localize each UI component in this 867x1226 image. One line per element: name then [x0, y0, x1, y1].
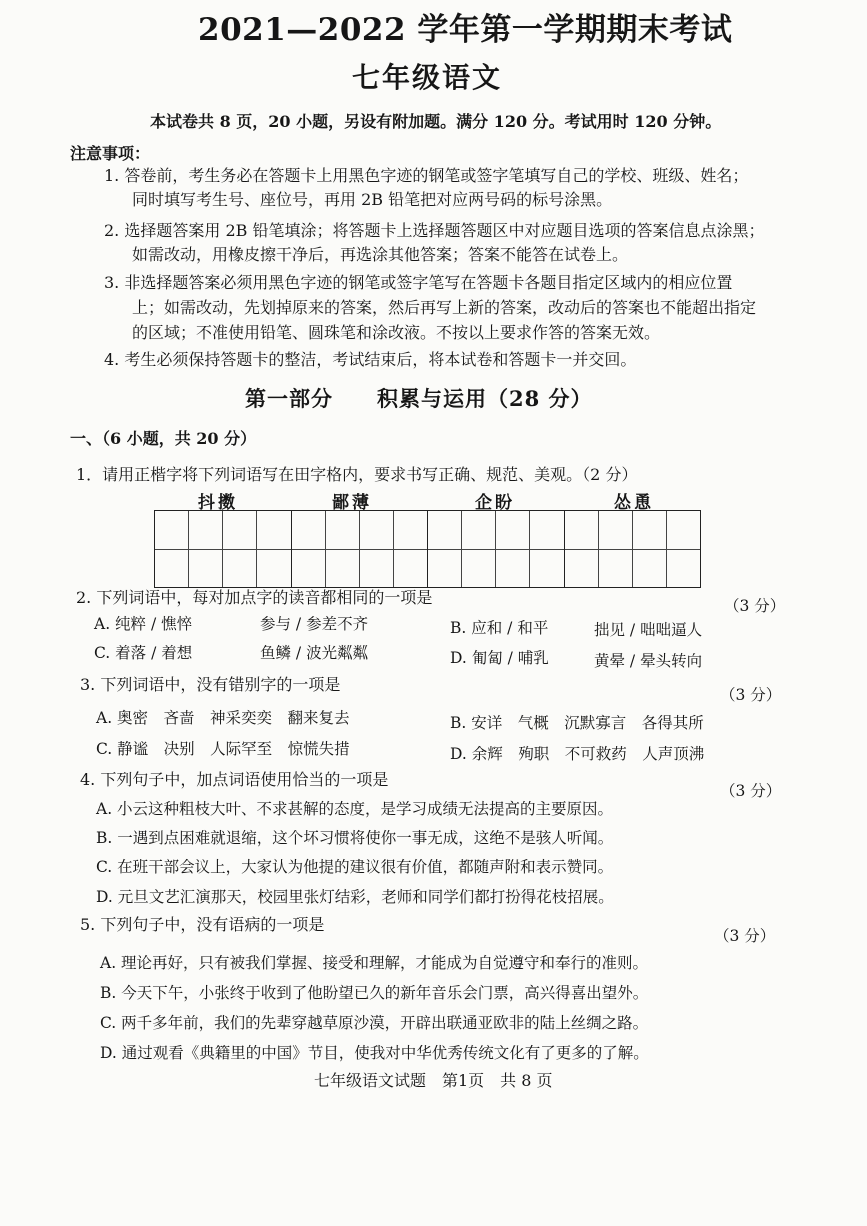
note-item-1-line-1: 1. 答卷前，考生务必在答题卡上用黑色字迹的钢笔或签字笔填写自己的学校、班级、姓名； [104, 166, 749, 185]
note-item-4-line-1: 4. 考生必须保持答题卡的整洁，考试结束后，将本试卷和答题卡一并交回。 [104, 350, 637, 369]
q1-word-2: 鄙薄 [332, 493, 372, 513]
note-item-3-line-2: 上；如需改动，先划掉原来的答案，然后再写上新的答案，改动后的答案也不能超出指定 [132, 298, 757, 317]
q3-option-a: A. 奥密 吝啬 神采奕奕 翻来复去 [96, 709, 350, 727]
q2-score: （3 分） [724, 597, 786, 615]
q5-option-c: C. 两千多年前，我们的先辈穿越草原沙漠，开辟出联通亚欧非的陆上丝绸之路。 [100, 1014, 649, 1032]
section1-heading: 一、（6 小题，共 20 分） [70, 429, 257, 448]
q2-stem: 2. 下列词语中，每对加点字的读音都相同的一项是 [76, 588, 433, 607]
q1-word-4: 怂恿 [614, 493, 654, 513]
q5-option-d: D. 通过观看《典籍里的中国》节目，使我对中华优秀传统文化有了更多的了解。 [100, 1044, 649, 1062]
q4-option-a: A. 小云这种粗枝大叶、不求甚解的态度，是学习成绩无法提高的主要原因。 [96, 800, 614, 818]
grid-cell[interactable] [428, 511, 461, 587]
note-item-2-line-2: 如需改动，用橡皮擦干净后，再选涂其他答案；答案不能答在试卷上。 [132, 245, 629, 264]
grid-cell[interactable] [598, 511, 632, 587]
q2-option-c-pair-2: 鱼鳞 / 波光粼粼 [260, 644, 369, 662]
q3-score: （3 分） [720, 686, 782, 704]
q4-option-b: B. 一遇到点困难就退缩，这个坏习惯将使你一事无成，这绝不是骇人听闻。 [96, 829, 614, 847]
q3-option-b: B. 安详 气概 沉默寡言 各得其所 [450, 714, 704, 732]
grid-cell[interactable] [222, 511, 256, 587]
grid-cell[interactable] [565, 511, 598, 587]
grid-cell[interactable] [359, 511, 393, 587]
q3-option-d: D. 余辉 殉职 不可救药 人声顶沸 [450, 745, 705, 763]
exam-title: 2021—2022 学年第一学期期末考试 [198, 12, 733, 48]
q3-stem: 3. 下列词语中，没有错别字的一项是 [80, 675, 341, 694]
grid-word-3 [427, 511, 564, 587]
grid-cell[interactable] [256, 511, 290, 587]
grid-cell[interactable] [461, 511, 495, 587]
q3-option-c: C. 静谧 决别 人际罕至 惊慌失措 [96, 740, 350, 758]
q4-option-d: D. 元旦文艺汇演那天，校园里张灯结彩，老师和同学们都打扮得花枝招展。 [96, 888, 614, 906]
q1-word-1: 抖擞 [198, 493, 238, 513]
q2-option-b-pair-1: B. 应和 / 和平 [450, 619, 549, 637]
note-item-2-line-1: 2. 选择题答案用 2B 铅笔填涂；将答题卡上选择题答题区中对应题目选项的答案信息点涂黑； [104, 221, 765, 240]
q2-option-b-pair-2: 拙见 / 咄咄逼人 [594, 621, 703, 639]
grid-word-2 [291, 511, 428, 587]
grid-cell[interactable] [666, 511, 700, 587]
q2-option-d-pair-2: 黄晕 / 晕头转向 [594, 652, 703, 670]
exam-intro: 本试卷共 8 页，20 小题，另设有附加题。满分 120 分。考试用时 120 分钟。 [150, 112, 722, 131]
note-item-3-line-1: 3. 非选择题答案必须用黑色字迹的钢笔或签字笔写在答题卡各题目指定区域内的相应位置 [104, 273, 733, 292]
q2-option-d-pair-1: D. 匍匐 / 哺乳 [450, 649, 549, 667]
grid-cell[interactable] [529, 511, 563, 587]
grid-cell[interactable] [155, 511, 188, 587]
q1-stem: 1．请用正楷字将下列词语写在田字格内，要求书写正确、规范、美观。（2 分） [76, 465, 638, 484]
q5-score: （3 分） [714, 927, 776, 945]
q2-option-a-pair-1: A. 纯粹 / 憔悴 [94, 615, 193, 633]
q2-option-a-pair-2: 参与 / 参差不齐 [260, 615, 369, 633]
exam-subject: 七年级语文 [352, 61, 503, 94]
q2-option-c-pair-1: C. 着落 / 着想 [94, 644, 193, 662]
grid-word-4 [564, 511, 701, 587]
q4-score: （3 分） [720, 782, 782, 800]
grid-cell[interactable] [325, 511, 359, 587]
note-item-1-line-2: 同时填写考生号、座位号，再用 2B 铅笔把对应两号码的标号涂黑。 [132, 190, 613, 209]
grid-cell[interactable] [632, 511, 666, 587]
q5-option-a: A. 理论再好，只有被我们掌握、接受和理解，才能成为自觉遵守和奉行的准则。 [100, 954, 649, 972]
q4-stem: 4. 下列句子中，加点词语使用恰当的一项是 [80, 770, 389, 789]
page-footer: 七年级语文试题 第1页 共 8 页 [314, 1071, 553, 1090]
part1-title: 第一部分 积累与运用（28 分） [245, 386, 593, 411]
q4-option-c: C. 在班干部会议上，大家认为他提的建议很有价值，都随声附和表示赞同。 [96, 858, 614, 876]
grid-cell[interactable] [188, 511, 222, 587]
grid-cell[interactable] [292, 511, 325, 587]
q5-option-b: B. 今天下午，小张终于收到了他盼望已久的新年音乐会门票，高兴得喜出望外。 [100, 984, 649, 1002]
notes-heading: 注意事项： [70, 144, 151, 163]
tianzige-grid [154, 510, 701, 588]
grid-word-1 [155, 511, 291, 587]
q5-stem: 5. 下列句子中，没有语病的一项是 [80, 915, 325, 934]
q1-word-3: 企盼 [475, 493, 515, 513]
grid-cell[interactable] [393, 511, 427, 587]
grid-cell[interactable] [495, 511, 529, 587]
note-item-3-line-3: 的区域；不准使用铅笔、圆珠笔和涂改液。不按以上要求作答的答案无效。 [132, 323, 661, 342]
